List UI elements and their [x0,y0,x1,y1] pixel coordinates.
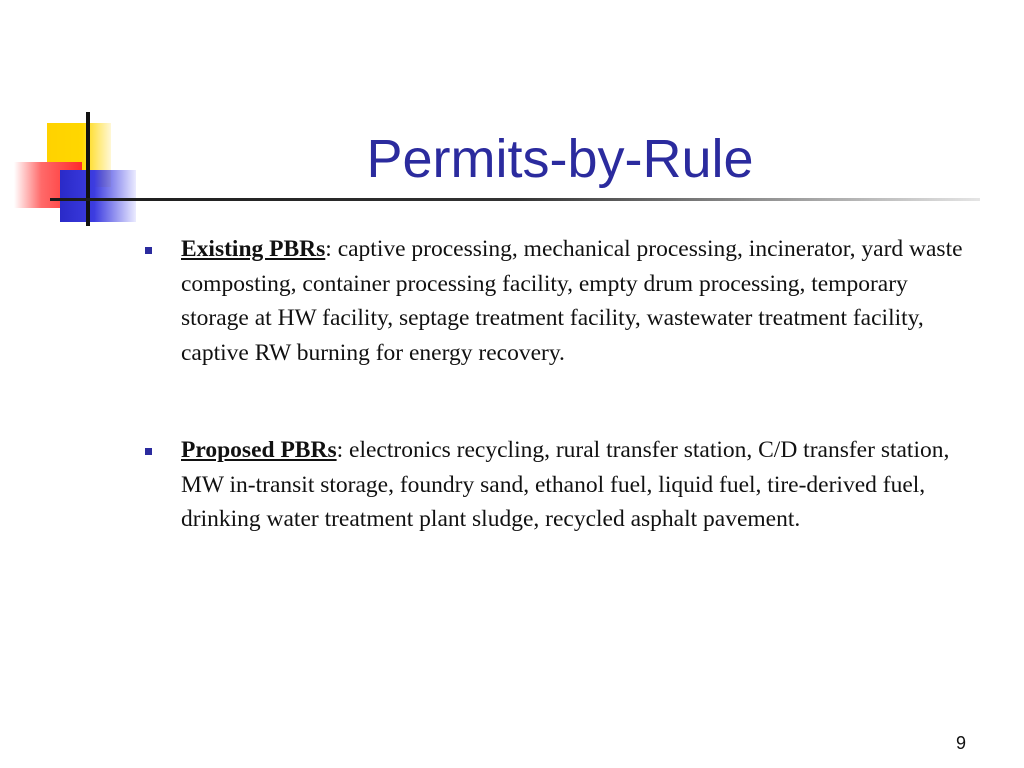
bullet-square-icon [145,247,152,254]
logo-vertical-line [86,112,90,226]
bullet-term: Existing PBRs [181,236,326,262]
bullet-text: : electronics recycling, rural transfer station, C/D transfer station, MW in-transit storage, foundry sand, ethanol fuel, liquid fuel, tire-derived fuel, drinking water treatment plant sludge, recycled asphalt pavement. [181,437,950,532]
bullet-square-icon [145,448,152,455]
bullet-term: Proposed PBRs [181,437,337,463]
slide-title: Permits-by-Rule [366,129,754,189]
title-underline-rule [50,198,980,201]
bullet-text: : captive processing, mechanical processing, incinerator, yard waste composting, container processing facility, empty drum processing, temporary storage at HW facility, septage treatment facility, wastewater treatment facility, captive RW burning for energy recovery. [181,236,963,366]
bullet-item-existing-pbrs [140,232,970,370]
bullet-item-proposed-pbrs [140,433,970,537]
logo-blue-square [60,170,136,222]
page-number: 9 [955,733,966,753]
bullet-list [140,232,970,537]
